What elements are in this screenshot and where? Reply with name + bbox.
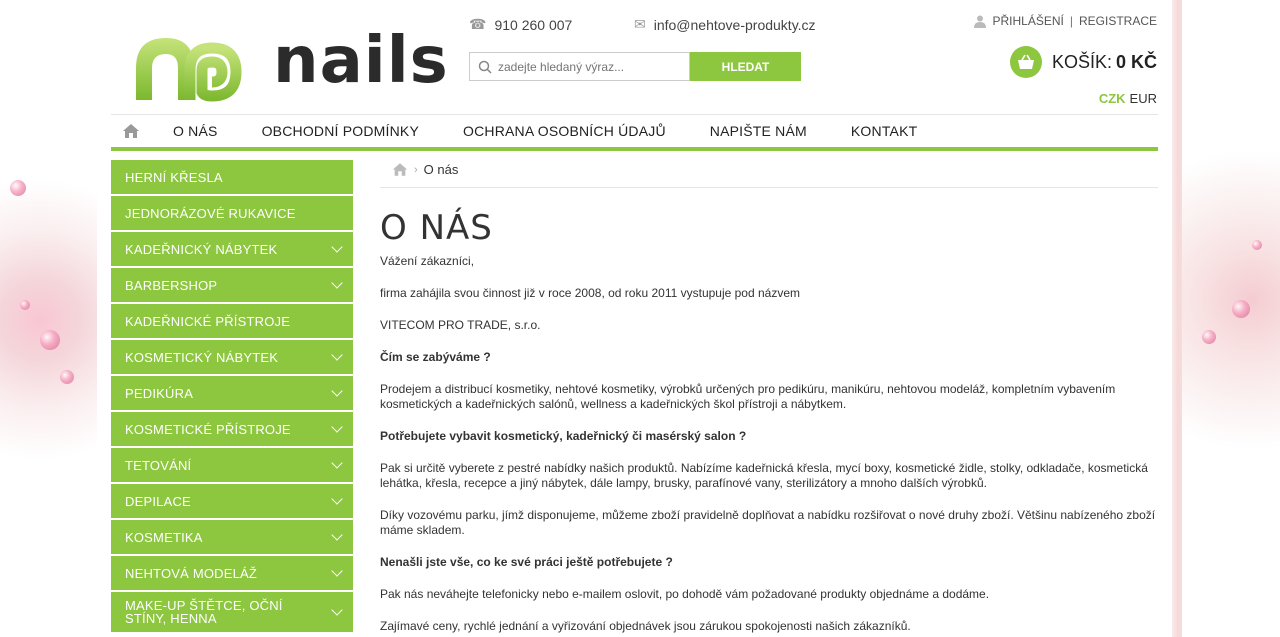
chevron-down-icon[interactable] [331, 493, 342, 504]
chevron-down-icon[interactable] [331, 385, 342, 396]
sidebar-item-label: MAKE-UP ŠTĚTCE, OČNÍ STÍNY, HENNA [125, 598, 283, 626]
sidebar-item[interactable] [111, 304, 353, 338]
search-bar [469, 52, 801, 81]
sidebar-item-label: KOSMETICKÉ PŘÍSTROJE [125, 421, 291, 437]
sidebar-item[interactable] [111, 232, 353, 266]
paragraph: VITECOM PRO TRADE, s.r.o. [380, 318, 541, 332]
breadcrumb-current: O nás [423, 162, 459, 177]
sidebar-item[interactable] [111, 520, 353, 554]
sidebar-item-label: JEDNORÁZOVÉ RUKAVICE [125, 205, 296, 221]
logo-mark-icon [132, 34, 242, 102]
chevron-down-icon[interactable] [331, 277, 342, 288]
search-button[interactable]: HLEDAT [690, 52, 801, 81]
section-heading: Čím se zabýváme ? [380, 350, 491, 364]
nav-contact[interactable]: KONTAKT [850, 123, 918, 139]
paragraph: Pak nás neváhejte telefonicky nebo e-mailem oslovit, po dohodě vám požadované produkty objednáme a dodáme. [380, 587, 990, 601]
chevron-down-icon[interactable] [331, 565, 342, 576]
chevron-down-icon[interactable] [331, 241, 342, 252]
main-content [380, 152, 1158, 634]
sidebar-item-label: TETOVÁNÍ [125, 457, 192, 473]
chevron-down-icon[interactable] [331, 457, 342, 468]
paragraph: Zajímavé ceny, rychlé jednání a vyřizování objednávek jsou zárukou spokojenosti našich zákazníků. [380, 619, 911, 633]
logo-text: nails [273, 24, 449, 98]
phone-contact [469, 16, 572, 33]
sidebar-item[interactable] [111, 376, 353, 410]
chevron-down-icon[interactable] [331, 604, 342, 615]
background-right-decoration [1182, 0, 1280, 637]
breadcrumb [380, 152, 1158, 188]
home-icon[interactable] [111, 123, 151, 139]
paragraph: Pak si určitě vyberete z pestré nabídky našich produktů. Nabízíme kadeřnická křesla, mycí boxy, kosmetické židle, stolky, odkladače, kosmetická lehátka, křesla, recepce a jiný nábytek, dále lampy, brusky, parafínové vany, sterilizátory a mnoho dalších výrobků. [380, 461, 1148, 490]
sidebar-item-label: KADEŘNICKÉ PŘÍSTROJE [125, 313, 291, 329]
chevron-down-icon[interactable] [331, 349, 342, 360]
email-address[interactable]: info@nehtove-produkty.cz [653, 16, 816, 33]
sidebar-item[interactable] [111, 268, 353, 302]
paragraph: Vážení zákazníci, [380, 254, 475, 268]
breadcrumb-separator-icon: › [414, 163, 418, 176]
sidebar-item-label: KOSMETICKÝ NÁBYTEK [125, 349, 279, 365]
section-heading: Potřebujete vybavit kosmetický, kadeřnický či masérský salon ? [380, 429, 747, 443]
category-sidebar [111, 160, 353, 634]
search-field-wrapper [469, 52, 690, 81]
chevron-down-icon[interactable] [331, 529, 342, 540]
sidebar-item-label: KADEŘNICKÝ NÁBYTEK [125, 241, 278, 257]
sidebar-item[interactable] [111, 412, 353, 446]
home-icon[interactable] [392, 162, 408, 177]
cart[interactable] [1010, 46, 1157, 78]
separator: | [1069, 14, 1073, 28]
sidebar-item-label: BARBERSHOP [125, 277, 218, 293]
site-logo[interactable] [117, 24, 449, 104]
paragraph: Díky vozovému parku, jímž disponujeme, můžeme zboží pravidelně doplňovat a nabídku rozšiřovat o nové druhy zboží. Většinu nabízeného zboží máme skladem. [380, 508, 1156, 537]
sidebar-item[interactable] [111, 592, 353, 632]
sidebar-item-label: PEDIKÚRA [125, 385, 194, 401]
sidebar-item[interactable] [111, 448, 353, 482]
register-link[interactable]: REGISTRACE [1078, 14, 1157, 28]
sidebar-item[interactable] [111, 340, 353, 374]
currency-switcher [1099, 91, 1157, 106]
paragraph: Prodejem a distribucí kosmetiky, nehtové kosmetiky, výrobků určených pro pedikúru, manikúru, nehtovou modeláž, kompletním vybavením kosmetických a kadeřnických salónů, wellness a kadeřnických škol přístroji a nábytkem. [380, 382, 1116, 411]
search-icon [478, 60, 492, 74]
sidebar-item-label: DEPILACE [125, 493, 191, 509]
nav-about[interactable]: O NÁS [173, 123, 218, 139]
sidebar-item-label: HERNÍ KŘESLA [125, 169, 223, 185]
user-icon [973, 14, 987, 28]
main-navigation [111, 114, 1158, 151]
currency-czk[interactable]: CZK [1098, 91, 1126, 106]
page-container [97, 0, 1172, 637]
login-link[interactable]: PŘIHLÁŠENÍ [992, 14, 1064, 28]
search-input[interactable] [498, 60, 678, 74]
email-contact[interactable] [634, 16, 816, 33]
currency-eur[interactable]: EUR [1129, 91, 1157, 106]
basket-icon [1010, 46, 1042, 78]
sidebar-item-label: NEHTOVÁ MODELÁŽ [125, 565, 258, 581]
nav-write-us[interactable]: NAPIŠTE NÁM [709, 123, 807, 139]
paragraph: firma zahájila svou činnost již v roce 2008, od roku 2011 vystupuje pod názvem [380, 286, 801, 300]
sidebar-item[interactable] [111, 556, 353, 590]
background-left-decoration [0, 0, 98, 637]
sidebar-item[interactable] [111, 196, 353, 230]
sidebar-item-label: KOSMETIKA [125, 529, 203, 545]
section-heading: Nenašli jste vše, co ke své práci ještě potřebujete ? [380, 555, 673, 569]
cart-value: 0 KČ [1115, 51, 1157, 72]
envelope-icon: ✉ [634, 16, 646, 32]
phone-number: 910 260 007 [494, 16, 573, 33]
cart-label: KOŠÍK: [1051, 51, 1112, 72]
sidebar-item[interactable] [111, 484, 353, 518]
phone-icon: ☎ [469, 16, 487, 32]
nav-terms[interactable]: OBCHODNÍ PODMÍNKY [261, 123, 419, 139]
sidebar-item[interactable] [111, 160, 353, 194]
user-links [973, 14, 1158, 28]
nav-privacy[interactable]: OCHRANA OSOBNÍCH ÚDAJŮ [463, 123, 666, 139]
page-title: O NÁS [380, 208, 493, 248]
chevron-down-icon[interactable] [331, 421, 342, 432]
